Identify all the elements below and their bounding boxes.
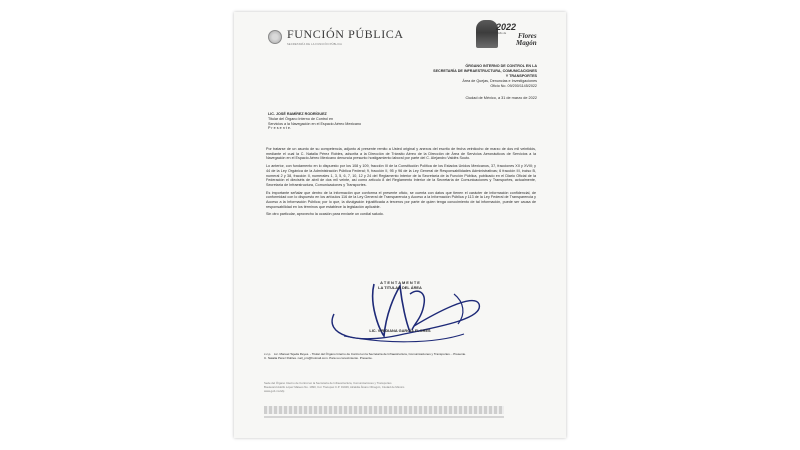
document-page — [234, 12, 566, 438]
closing-block — [234, 280, 566, 290]
body-paragraph-1: Por tratarse de un asunto de su competencia, adjunto al presente remito a Usted original y anexos del escrito de fecha veintiocho de marzo de dos mil veintidós, mediante el cual la C. Natalia Pérez Robles, adscrita a la Dirección de Tránsito Aéreo de la Dirección de Área de Servicios Aeronáuticos de Servicios a la Navegación en el Espacio Aéreo Mexicano denuncia presunto hostigamiento laboral por parte del C. Alejandro Valdés Souto. — [266, 147, 536, 161]
footer-divider — [264, 416, 504, 418]
oficio-number: Oficio No. 09/200/1145/2022 — [490, 84, 537, 88]
issuing-office-block — [397, 64, 537, 89]
org-line1: ÓRGANO INTERNO DE CONTROL EN LA — [465, 64, 537, 68]
anniversary-name-line2: Magón — [516, 39, 537, 47]
closing-atentamente: A T E N T A M E N T E — [380, 280, 420, 285]
anniversary-name-line1: Flores — [517, 32, 537, 40]
recipient-name: LIC. JOSÉ RAMÍREZ RODRÍGUEZ — [268, 112, 327, 116]
logo-subtitle: SECRETARÍA DE LA FUNCIÓN PÚBLICA — [287, 43, 343, 46]
body-paragraph-3: Es importante señalar que dentro de la información que conforma el presente oficio, se cuenta con datos que tienen el carácter de información confidencial, de conformidad con lo dispuesto en los artículos 116 de la Ley General de Transparencia y Acceso a la Información Pública y 113 de la Ley Federal de Transparencia y Acceso a la Información Pública; por lo que, la divulgación injustificada a terceros por parte de quien tenga conocimiento de tal información, puede ser causa de responsabilidad en los términos que establece la legislación aplicable. — [266, 190, 536, 209]
org-line4: Área de Quejas, Denuncias e Investigaciones — [462, 79, 537, 83]
recipient-line1: Titular del Órgano Interno de Control en — [268, 116, 334, 121]
org-line2: SECRETARÍA DE INFRAESTRUCTURA, COMUNICACIONES — [433, 69, 537, 73]
letter-body — [266, 147, 536, 220]
recipient-line2: Servicios a la Navegación en el Espacio Aéreo Mexicano — [268, 121, 362, 126]
recipient-line3: P r e s e n t e. — [268, 126, 291, 131]
body-paragraph-4: Sin otro particular, aprovecho la ocasión para enviarle un cordial saludo. — [266, 212, 384, 217]
document-date: Ciudad de México, a 31 de marzo de 2022 — [465, 96, 537, 100]
recipient-block — [268, 112, 418, 131]
cc-recipient-1: Lic. Manuel Tejeda Reyes. - Titular del Órgano Interno de Control en la Secretaría de Infraestructura, Comunicaciones y Transportes. - Presente. — [274, 352, 467, 356]
carbon-copy-block — [264, 352, 549, 361]
footer-line1: Sede del Órgano Interno de Control en la Secretaría de Infraestructura, Comunicaciones y Transportes — [264, 381, 392, 385]
footer-line3: www.gob.mx/sfp — [264, 389, 285, 393]
cc-recipient-2: C. Natalia Pérez Robles. natl_pm@hotmail.com. Para su conocimiento. Presente. — [264, 356, 373, 361]
org-line3: Y TRANSPORTES — [505, 74, 537, 78]
logo-title: FUNCIÓN PÚBLICA — [287, 27, 404, 41]
portrait-icon — [476, 20, 498, 48]
footer-decorative-bar — [264, 406, 504, 414]
body-paragraph-2: Lo anterior, con fundamento en lo dispuesto por los 108 y 109, fracción III de la Constitución Política de los Estados Unidos Mexicanos, 37, fracciones XII y XVIII; y 44 de la Ley Orgánica de la Administración Pública Federal; 9, fracción II, 95 y 96 de la Ley General de Responsabilidades Administrativas; 6 fracción III, inciso B, numeral 2 y 38, fracción II, numerales 1, 3, 5, 6, 7, 10, 12 y 24 del Reglamento Interior de la Secretaría de la Función Pública, publicado en el Diario Oficial de la Federación el dieciséis de abril de dos mil veinte, así como artículo 8 del Reglamento Interior de la Secretaría de Comunicaciones y Transportes, actualmente, Secretaría de Infraestructura, Comunicaciones y Transportes. — [266, 164, 536, 187]
anniversary-name — [516, 33, 537, 47]
footer-line2: Boulevard Adolfo López Mateos No. 1990, Col. Tlacopac C.P. 01049, Alcaldía Álvaro Obregón, Ciudad de México — [264, 385, 405, 389]
anniversary-emblem — [472, 19, 538, 49]
footer-address — [264, 381, 464, 393]
national-seal-icon — [268, 30, 282, 44]
closing-title: LA TITULAR DEL ÁREA — [378, 285, 422, 290]
anniversary-year: 2022 — [496, 22, 517, 32]
function-publica-logo — [268, 27, 404, 46]
cc-label: c.c.p. — [264, 352, 272, 356]
signer-name: LIC. VIRIDIANA GARCÍA FLORES — [369, 328, 431, 333]
anniversary-tagline: Año de — [498, 32, 507, 35]
